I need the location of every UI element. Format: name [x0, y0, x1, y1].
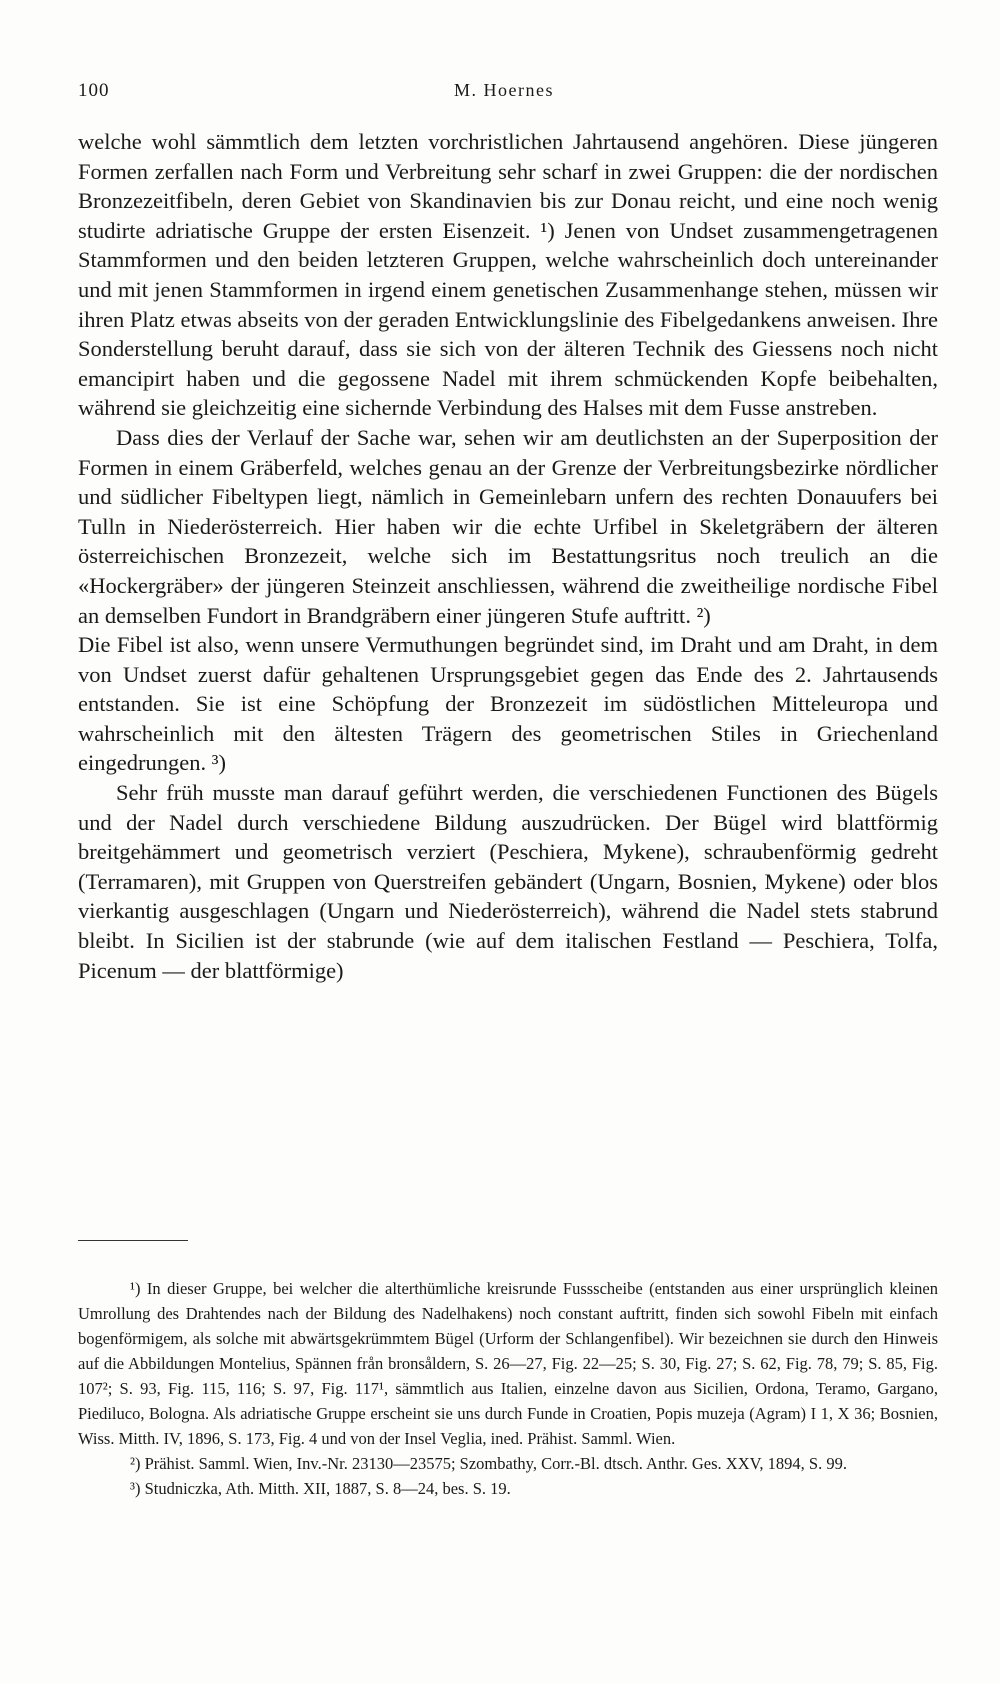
running-head: M. Hoernes — [454, 80, 554, 100]
main-text — [78, 127, 938, 985]
footnote: ³) Studniczka, Ath. Mitth. XII, 1887, S. 8—24, bes. S. 19. — [130, 1479, 511, 1498]
paragraph: Dass dies der Verlauf der Sache war, sehen wir am deutlichsten an der Superposition der Formen in einem Gräberfeld, welches genau an der Grenze der Verbreitungsbezirke nördlicher und südlicher Fibeltypen liegt, nämlich in Gemeinlebarn unfern des rechten Donauufers bei Tulln in Niederösterreich. Hier haben wir die echte Urfibel in Skeletgräbern der älteren österreichischen Bronzezeit, welche sich im Bestattungsritus noch treulich an die «Hockergräber» der jüngeren Steinzeit anschliessen, während die zweitheilige nordische Fibel an demselben Fundort in Brandgräbern einer jüngeren Stufe auftritt. ²) — [78, 424, 938, 628]
page-header — [78, 80, 938, 110]
page-number: 100 — [78, 80, 110, 101]
footnote: ¹) In dieser Gruppe, bei welcher die alterthümliche kreisrunde Fussscheibe (entstanden aus einer ursprünglich kleinen Umrollung des Drahtendes nach der Bildung des Nadelhakens) noch constant auftritt, finden sich sowohl Fibeln mit einfach bogenförmigem, als solche mit abwärtsgekrümmtem Bügel (Urform der Schlangenfibel). Wir bezeichnen sie durch den Hinweis auf die Abbildungen Montelius, Spännen från bronsåldern, S. 26—27, Fig. 22—25; S. 30, Fig. 27; S. 62, Fig. 78, 79; S. 85, Fig. 107²; S. 93, Fig. 115, 116; S. 97, Fig. 117¹, sämmtlich aus Italien, einzelne davon aus Sicilien, Ordona, Teramo, Gargano, Piediluco, Bologna. Als adriatische Gruppe erscheint sie uns durch Funde in Croatien, Popis muzeja (Agram) I 1, X 36; Bosnien, Wiss. Mitth. IV, 1896, S. 173, Fig. 4 und von der Insel Veglia, ined. Prähist. Samml. Wien. — [78, 1279, 938, 1448]
paragraph: welche wohl sämmtlich dem letzten vorchristlichen Jahrtausend angehören. Diese jüngeren Formen zerfallen nach Form und Verbreitung sehr scharf in zwei Gruppen: die der nordischen Bronzezeitfibeln, deren Gebiet von Skandinavien bis zur Donau reicht, und eine noch wenig studirte adriatische Gruppe der ersten Eisenzeit. ¹) Jenen von Undset zusammengetragenen Stammformen und den beiden letzteren Gruppen, welche wahrscheinlich doch untereinander und mit jenen Stammformen in irgend einem genetischen Zusammenhange stehen, müssen wir ihren Platz etwas abseits von der geraden Entwicklungslinie des Fibelgedankens anweisen. Ihre Sonderstellung beruht darauf, dass sie sich von der älteren Technik des Giessens noch nicht emancipirt haben und die gegossene Nadel mit ihrem schmückenden Kopfe beibehalten, während sie gleichzeitig eine sichernde Verbindung des Halses mit dem Fusse anstreben. — [78, 129, 938, 421]
paragraph: Sehr früh musste man darauf geführt werden, die verschiedenen Functionen des Bügels und der Nadel durch verschiedene Bildung auszudrücken. Der Bügel wird blattförmig breitgehämmert und geometrisch verziert (Peschiera, Mykene), schraubenförmig gedreht (Terramaren), mit Gruppen von Querstreifen gebändert (Ungarn, Bosnien, Mykene) oder blos vierkantig ausgeschlagen (Ungarn und Niederösterreich), während die Nadel stets stabrund bleibt. In Sicilien ist der stabrunde (wie auf dem italischen Festland — Peschiera, Tolfa, Picenum — der blattförmige) — [78, 780, 938, 983]
footnote: ²) Prähist. Samml. Wien, Inv.-Nr. 23130—23575; Szombathy, Corr.-Bl. dtsch. Anthr. Ges. XXV, 1894, S. 99. — [130, 1454, 847, 1473]
footnotes — [78, 1276, 938, 1501]
footnote-divider — [78, 1240, 188, 1241]
paragraph: Die Fibel ist also, wenn unsere Vermuthungen begründet sind, im Draht und am Draht, in dem von Undset zuerst dafür gehaltenen Ursprungsgebiet gegen das Ende des 2. Jahrtausends entstanden. Sie ist eine Schöpfung der Bronzezeit im südöstlichen Mitteleuropa und wahrscheinlich mit den ältesten Trägern des geometrischen Stiles in Griechenland eingedrungen. ³) — [78, 632, 938, 776]
